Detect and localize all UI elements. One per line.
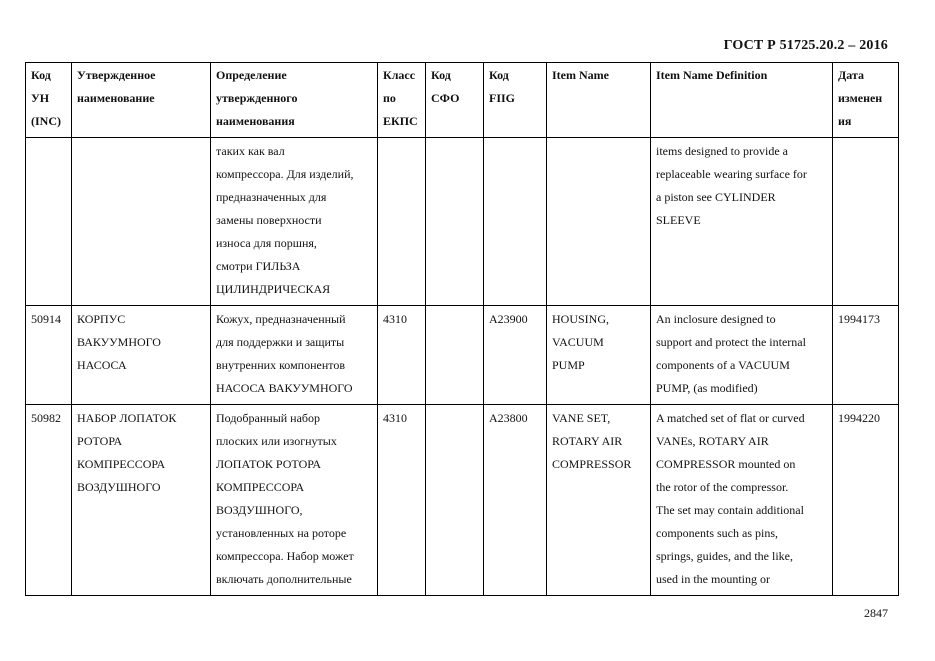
cell-fiig — [484, 138, 547, 306]
cell-item-name — [547, 405, 651, 596]
cell-line: Подобранный набор — [216, 411, 321, 425]
cell-line: 1994173 — [838, 312, 880, 326]
cell-line: ВОЗДУШНОГО — [77, 480, 161, 494]
cell-line: SLEEVE — [656, 213, 701, 227]
header-line: УН — [31, 91, 50, 105]
cell-approved-name — [72, 306, 211, 405]
cell-line: support and protect the internal — [656, 335, 806, 349]
cell-line: A23800 — [489, 411, 528, 425]
cell-line: COMPRESSOR — [552, 457, 632, 471]
cell-line: КОМПРЕССОРА — [216, 480, 305, 494]
cell-date — [833, 306, 899, 405]
header-line: Код — [431, 68, 451, 82]
cell-line: НАСОСА ВАКУУМНОГО — [216, 381, 353, 395]
document-standard-title: ГОСТ Р 51725.20.2 – 2016 — [723, 38, 888, 53]
header-line: Класс — [383, 68, 416, 82]
cell-class — [378, 405, 426, 596]
cell-date — [833, 405, 899, 596]
cell-line: смотри ГИЛЬЗА — [216, 259, 301, 273]
header-line: Item Name Definition — [656, 68, 768, 82]
cell-line: A matched set of flat or curved — [656, 411, 805, 425]
cell-line: ВАКУУМНОГО — [77, 335, 161, 349]
header-line: FIIG — [489, 91, 516, 105]
header-line: наименование — [77, 91, 155, 105]
cell-line: 50982 — [31, 411, 61, 425]
cell-line: components of a VACUUM — [656, 358, 790, 372]
cell-line: ЛОПАТОК РОТОРА — [216, 457, 322, 471]
cell-line: An inclosure designed to — [656, 312, 776, 326]
cell-line: для поддержки и защиты — [216, 335, 345, 349]
cell-fiig — [484, 306, 547, 405]
cell-line: РОТОРА — [77, 434, 123, 448]
header-definition — [211, 63, 378, 138]
cell-sfo — [426, 306, 484, 405]
header-line: Дата — [838, 68, 864, 82]
header-line: Утвержденное — [77, 68, 156, 82]
cell-line: PUMP, (as modified) — [656, 381, 758, 395]
cell-line: PUMP — [552, 358, 585, 372]
cell-line: НАСОСА — [77, 358, 127, 372]
header-fiig — [484, 63, 547, 138]
cell-sfo — [426, 405, 484, 596]
header-line: Код — [31, 68, 51, 82]
cell-line: 1994220 — [838, 411, 880, 425]
cell-line: плоских или изогнутых — [216, 434, 337, 448]
cell-line: износа для поршня, — [216, 236, 317, 250]
header-line: Item Name — [552, 68, 609, 82]
cell-sfo — [426, 138, 484, 306]
header-line: изменен — [838, 91, 883, 105]
cell-line: The set may contain additional — [656, 503, 804, 517]
cell-line: таких как вал — [216, 144, 285, 158]
cell-line: внутренних компонентов — [216, 358, 345, 372]
cell-line: items designed to provide a — [656, 144, 788, 158]
cell-line: used in the mounting or — [656, 572, 770, 586]
cell-line: springs, guides, and the like, — [656, 549, 793, 563]
cell-line: 4310 — [383, 312, 407, 326]
page-number: 2847 — [864, 606, 888, 620]
cell-inc — [26, 405, 72, 596]
cell-class — [378, 306, 426, 405]
header-line: (INC) — [31, 114, 61, 128]
header-line: Код — [489, 68, 509, 82]
cell-approved-name — [72, 405, 211, 596]
cell-line: HOUSING, — [552, 312, 609, 326]
header-inc — [26, 63, 72, 138]
cell-line: НАБОР ЛОПАТОК — [77, 411, 177, 425]
cell-line: 4310 — [383, 411, 407, 425]
cell-item-definition — [651, 405, 833, 596]
header-sfo — [426, 63, 484, 138]
cell-line: VANEs, ROTARY AIR — [656, 434, 769, 448]
cell-approved-name — [72, 138, 211, 306]
cell-item-definition — [651, 138, 833, 306]
cell-line: the rotor of the compressor. — [656, 480, 789, 494]
cell-date — [833, 138, 899, 306]
header-line: по — [383, 91, 396, 105]
cell-line: ROTARY AIR — [552, 434, 623, 448]
cell-line: COMPRESSOR mounted on — [656, 457, 796, 471]
header-line: СФО — [431, 91, 460, 105]
table-header-row — [26, 63, 899, 138]
classification-table — [25, 62, 899, 596]
cell-line: замены поверхности — [216, 213, 322, 227]
cell-line: КОМПРЕССОРА — [77, 457, 166, 471]
cell-line: компрессора. Набор может — [216, 549, 354, 563]
cell-line: предназначенных для — [216, 190, 327, 204]
cell-line: replaceable wearing surface for — [656, 167, 807, 181]
cell-line: включать дополнительные — [216, 572, 352, 586]
cell-line: a piston see CYLINDER — [656, 190, 776, 204]
header-line: наименования — [216, 114, 295, 128]
cell-inc — [26, 138, 72, 306]
cell-line: установленных на роторе — [216, 526, 347, 540]
table-row — [26, 306, 899, 405]
cell-line: VACUUM — [552, 335, 604, 349]
cell-fiig — [484, 405, 547, 596]
cell-line: VANE SET, — [552, 411, 611, 425]
header-line: утвержденного — [216, 91, 298, 105]
cell-line: КОРПУС — [77, 312, 126, 326]
cell-line: 50914 — [31, 312, 61, 326]
cell-definition — [211, 138, 378, 306]
cell-line: ВОЗДУШНОГО, — [216, 503, 303, 517]
table-body — [26, 138, 899, 596]
header-item-definition — [651, 63, 833, 138]
cell-item-definition — [651, 306, 833, 405]
header-item-name — [547, 63, 651, 138]
cell-line: components such as pins, — [656, 526, 778, 540]
header-class — [378, 63, 426, 138]
cell-line: ЦИЛИНДРИЧЕСКАЯ — [216, 282, 331, 296]
cell-inc — [26, 306, 72, 405]
header-approved-name — [72, 63, 211, 138]
cell-definition — [211, 306, 378, 405]
table-row — [26, 138, 899, 306]
cell-line: Кожух, предназначенный — [216, 312, 346, 326]
header-line: Определение — [216, 68, 287, 82]
table-row — [26, 405, 899, 596]
cell-definition — [211, 405, 378, 596]
cell-line: компрессора. Для изделий, — [216, 167, 354, 181]
cell-class — [378, 138, 426, 306]
cell-item-name — [547, 306, 651, 405]
header-line: ЕКПС — [383, 114, 418, 128]
cell-line: A23900 — [489, 312, 528, 326]
header-date — [833, 63, 899, 138]
cell-item-name — [547, 138, 651, 306]
header-line: ия — [838, 114, 852, 128]
